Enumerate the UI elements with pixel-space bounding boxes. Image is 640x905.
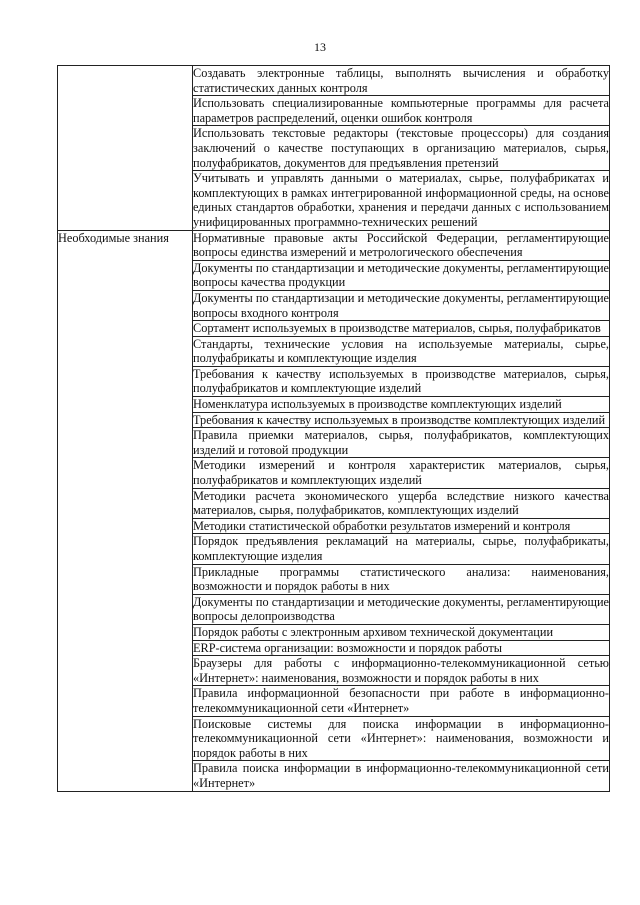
table-cell: Документы по стандартизации и методические документы, регламентирующие вопросы входного контроля xyxy=(193,290,609,320)
table-cell: Методики статистической обработки результатов измерений и контроля xyxy=(193,518,610,534)
table-cell: Правила приемки материалов, сырья, полуфабрикатов, комплектующих изделий и готовой продукции xyxy=(193,428,609,457)
table-cell: Требования к качеству используемых в производстве материалов, сырья, полуфабрикатов и комплектующие изделий xyxy=(193,366,609,396)
table-row xyxy=(58,230,610,260)
table-cell: Использовать текстовые редакторы (текстовые процессоры) для создания заключений о качестве поступающих в организацию материалов, сырья, полуфабрикатов, документов для предъявления претензий xyxy=(193,126,609,170)
row-label-necessary-knowledge: Необходимые знания xyxy=(58,230,193,791)
table-cell: Стандарты, технические условия на используемые материалы, сырье, полуфабрикаты и комплектующие изделия xyxy=(193,336,609,366)
table-cell: Документы по стандартизации и методические документы, регламентирующие вопросы качества продукции xyxy=(193,260,609,290)
table-cell: Создавать электронные таблицы, выполнять вычисления и обработку статистических данных контроля xyxy=(193,66,609,95)
table-cell: Методики расчета экономического ущерба вследствие низкого качества материалов, сырья, полуфабрикатов, комплектующих изделий xyxy=(193,488,609,518)
table-cell: Правила информационной безопасности при работе в информационно-телекоммуникационной сети «Интернет» xyxy=(193,686,609,715)
table-cell: Прикладные программы статистического анализа: наименования, возможности и порядок работы в них xyxy=(193,564,609,594)
table-cell: Правила поиска информации в информационно-телекоммуникационной сети «Интернет» xyxy=(193,761,609,790)
table-cell: Нормативные правовые акты Российской Федерации, регламентирующие вопросы единства измерений и метрологического обеспечения xyxy=(193,230,609,260)
table-cell: Требования к качеству используемых в производстве комплектующих изделий xyxy=(193,412,610,428)
table-cell: Поисковые системы для поиска информации в информационно-телекоммуникационной сети «Интернет»: наименования, возможности и порядок работы в них xyxy=(193,716,609,760)
requirements-table xyxy=(57,65,610,792)
table-row xyxy=(58,66,610,96)
page-number: 13 xyxy=(314,40,326,54)
table-cell: Использовать специализированные компьютерные программы для расчета параметров распределений, оценки ошибок контроля xyxy=(193,96,609,125)
table-cell: Учитывать и управлять данными о материалах, сырье, полуфабрикатах и комплектующих в рамках интегрированной информационной среды, на основе единых стандартов обработки, хранения и передачи данных с использованием унифицированных программно-технических решений xyxy=(193,171,609,229)
row-label xyxy=(58,66,193,231)
table-cell: Браузеры для работы с информационно-телекоммуникационной сетью «Интернет»: наименования, возможности и порядок работы в них xyxy=(193,656,609,685)
table-cell: Сортамент используемых в производстве материалов, сырья, полуфабрикатов xyxy=(193,321,610,337)
table-cell: Методики измерений и контроля характеристик материалов, сырья, полуфабрикатов и комплектующих изделий xyxy=(193,458,609,488)
table-cell: Документы по стандартизации и методические документы, регламентирующие вопросы делопроизводства xyxy=(193,594,609,624)
table-cell: Номенклатура используемых в производстве комплектующих изделий xyxy=(193,397,610,413)
table-cell: ERP-система организации: возможности и порядок работы xyxy=(193,640,610,656)
table-cell: Порядок работы с электронным архивом технической документации xyxy=(193,624,610,640)
table-cell: Порядок предъявления рекламаций на материалы, сырье, полуфабрикаты, комплектующие изделия xyxy=(193,534,609,563)
